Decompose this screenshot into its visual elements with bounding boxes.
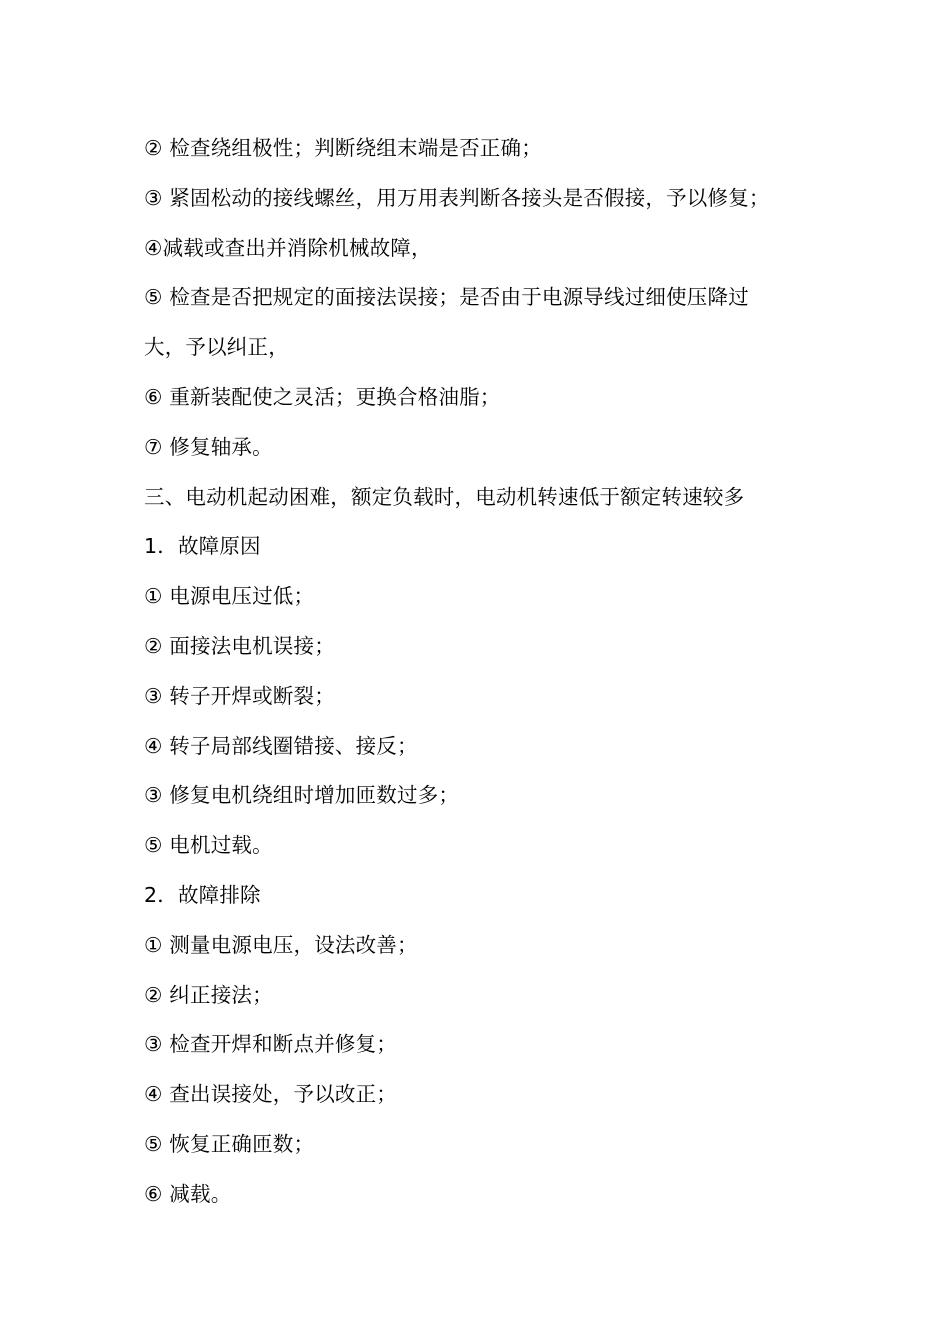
- text-line: ② 检查绕组极性；判断绕组末端是否正确；: [144, 136, 542, 160]
- text-line: ⑤ 检查是否把规定的面接法误接；是否由于电源导线过细使压降过: [144, 285, 749, 310]
- text-line: ⑤ 电机过载。: [144, 833, 273, 858]
- text-line: ③ 修复电机绕组时增加匝数过多；: [144, 783, 460, 808]
- text-line: ④ 转子局部线圈错接、接反；: [144, 733, 418, 758]
- text-line: ② 面接法电机误接；: [144, 633, 335, 658]
- text-line: ② 纠正接法；: [144, 982, 273, 1007]
- text-line: ④减载或查出并消除机械故障，: [144, 235, 432, 260]
- text-line: ③ 转子开焊或断裂；: [144, 683, 335, 708]
- text-line: ① 电源电压过低；: [144, 584, 315, 609]
- text-line: 大，予以纠正，: [144, 335, 289, 360]
- text-line: ⑤ 恢复正确匝数；: [144, 1131, 315, 1156]
- text-line: ③ 检查开焊和断点并修复；: [144, 1032, 397, 1057]
- subsection-heading: 2．故障排除: [144, 882, 261, 907]
- text-line: ③ 紧固松动的接线螺丝，用万用表判断各接头是否假接，予以修复；: [144, 185, 770, 210]
- text-line: ① 测量电源电压，设法改善；: [144, 932, 418, 957]
- text-line: ⑥ 重新装配使之灵活；更换合格油脂；: [144, 384, 501, 409]
- text-line: ⑦ 修复轴承。: [144, 434, 273, 459]
- subsection-heading: 1．故障原因: [144, 534, 261, 559]
- text-line: ④ 查出误接处，予以改正；: [144, 1082, 397, 1107]
- document-body: [144, 124, 834, 1220]
- section-heading: 三、电动机起动困难，额定负载时，电动机转速低于额定转速较多: [144, 484, 745, 509]
- text-line: ⑥ 减载。: [144, 1181, 232, 1206]
